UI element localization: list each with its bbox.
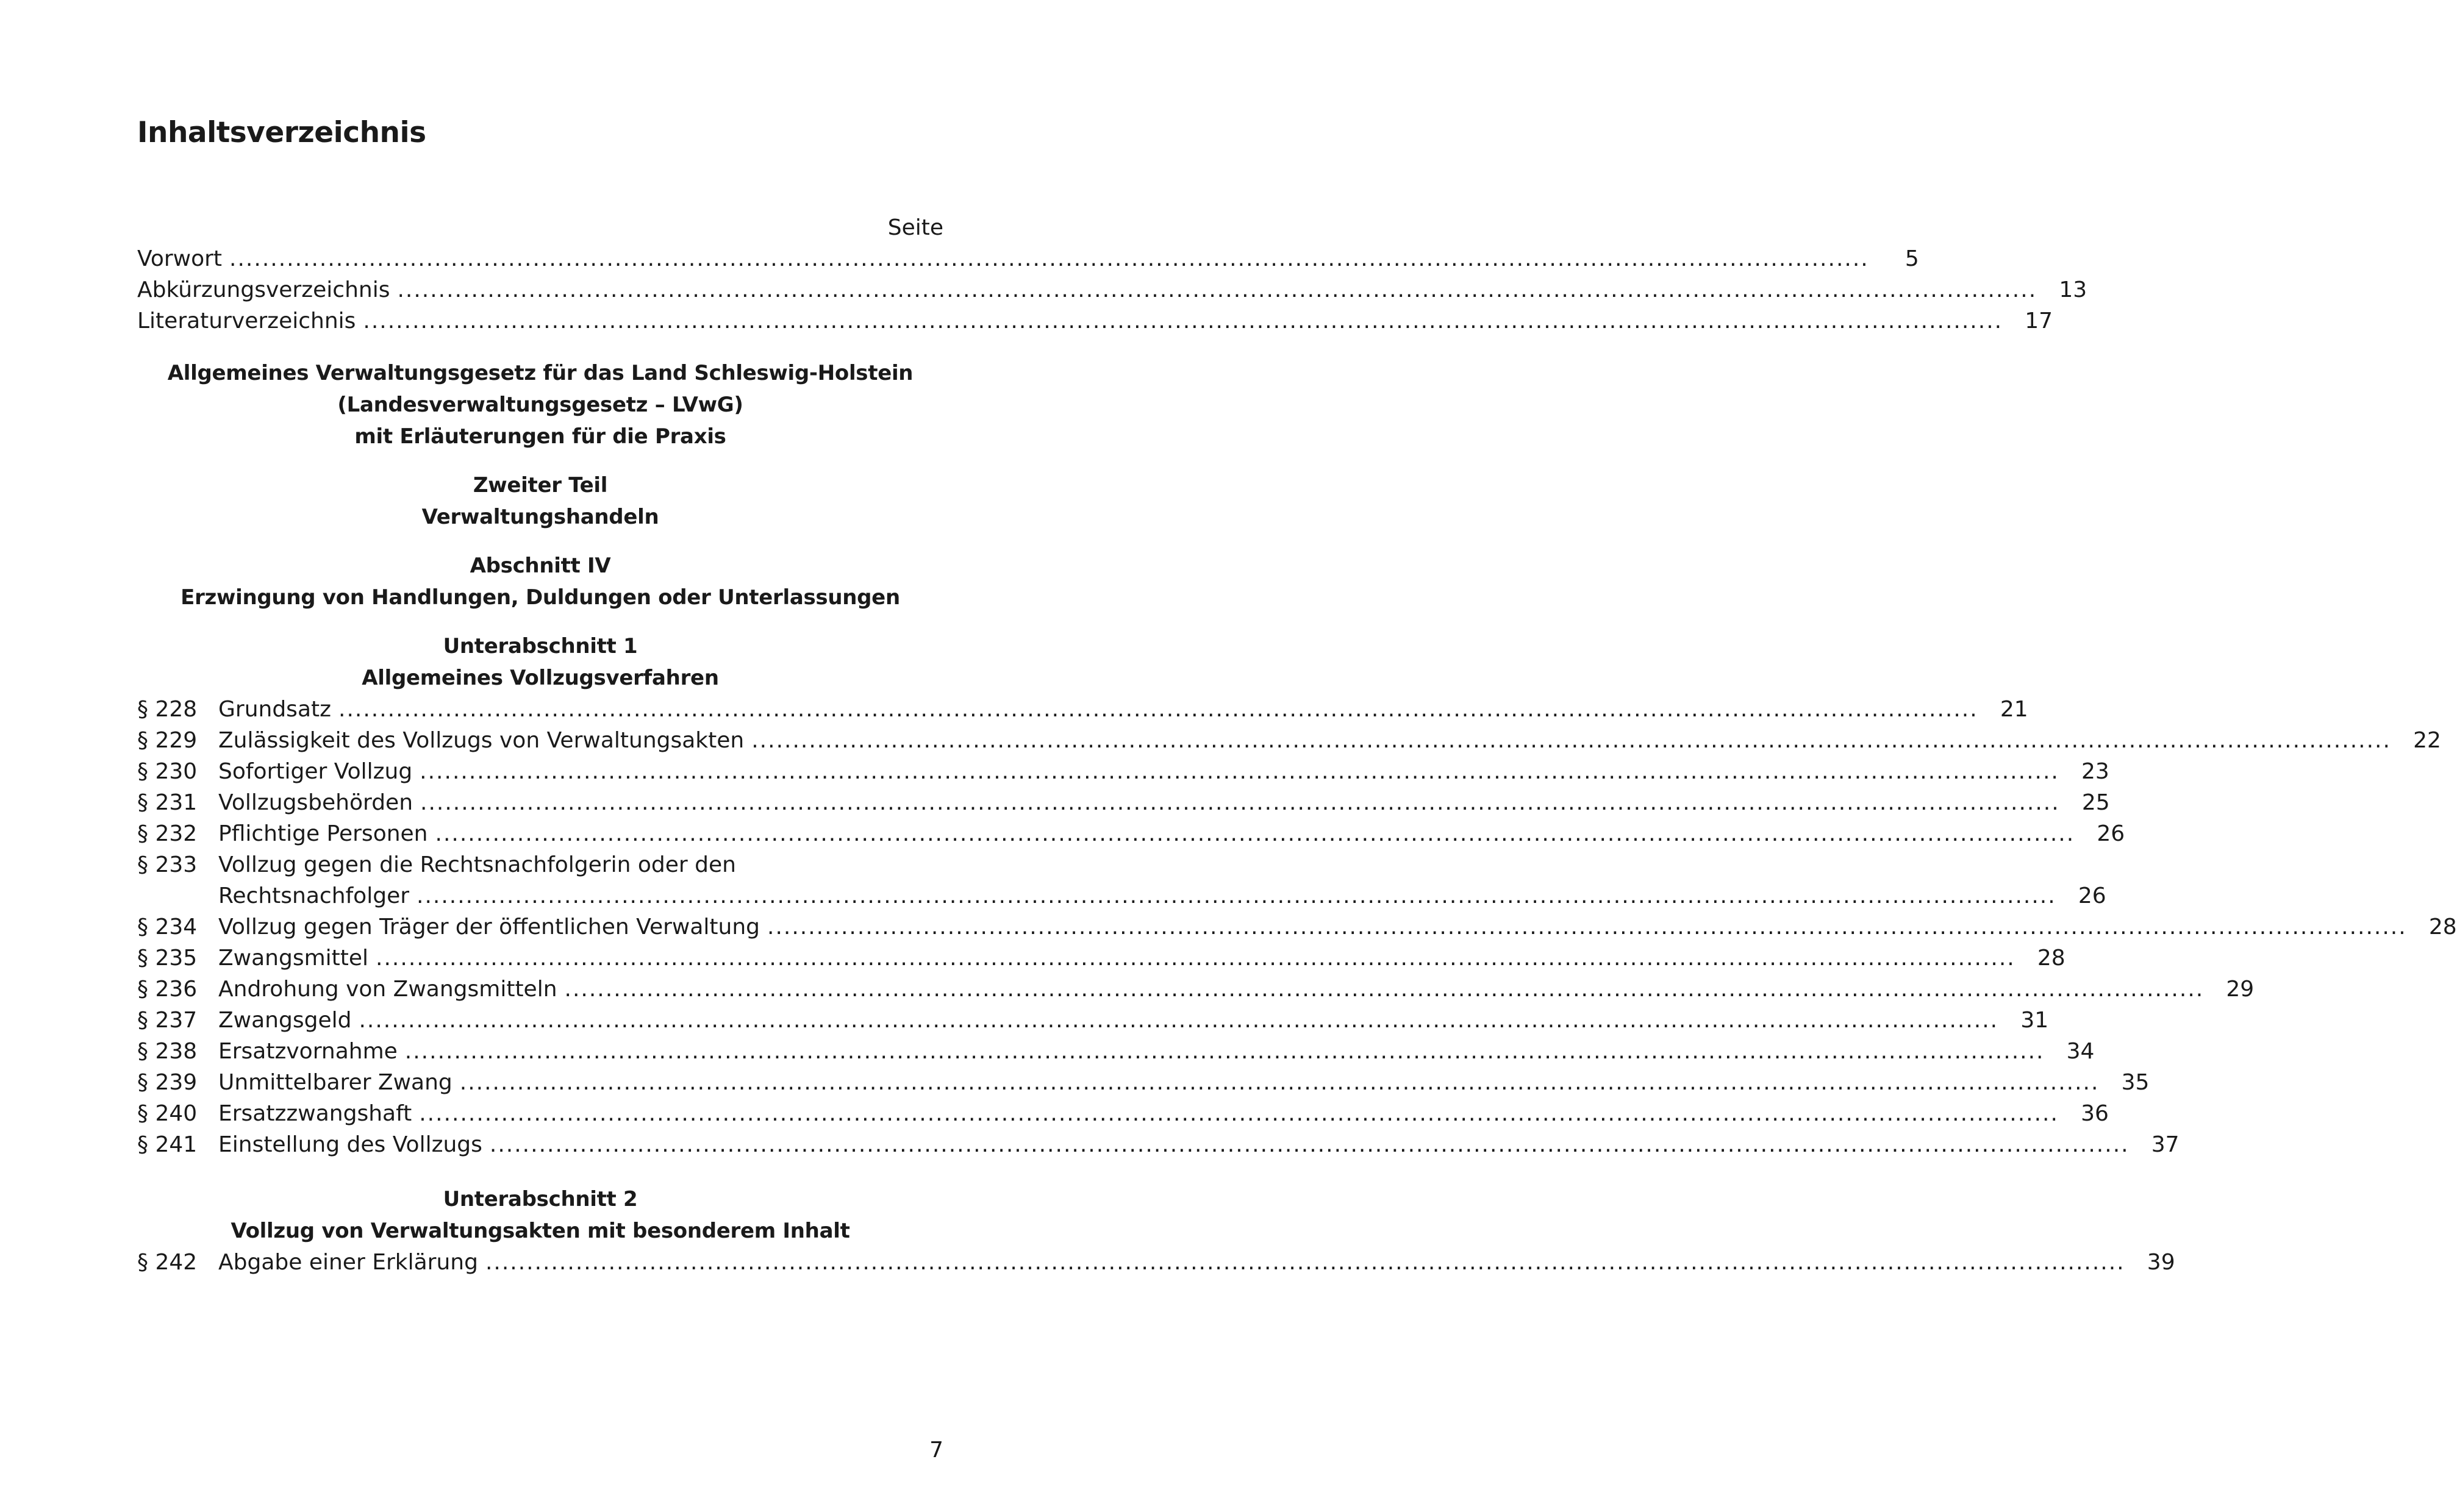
toc-entry-231[interactable] — [137, 787, 2110, 818]
subsection-2-entries — [137, 1247, 2175, 1278]
entry-number: § 236 — [137, 977, 198, 1002]
entry-number: § 242 — [137, 1250, 198, 1275]
leader-dots: ........................................................................................................................................................................................................ — [419, 1101, 2059, 1126]
heading-line: mit Erläuterungen für die Praxis — [354, 424, 726, 449]
entry-page: 5 — [1904, 246, 1919, 271]
leader-dots: ........................................................................................................................................................................................................ — [417, 883, 2056, 908]
leader-dots: ........................................................................................................................................................................................................ — [229, 246, 1869, 271]
entry-label: Sofortiger Vollzug — [218, 759, 413, 784]
subsection-1-entries — [137, 694, 2457, 1160]
entry-label: Literaturverzeichnis — [137, 308, 356, 333]
leader-dots: ........................................................................................................................................................................................................ — [459, 1070, 2100, 1095]
entry-page: 26 — [2097, 821, 2125, 846]
leader-dots: ........................................................................................................................................................................................................ — [420, 790, 2060, 815]
entry-page: 34 — [2066, 1039, 2095, 1064]
heading-line: Abschnitt IV — [470, 554, 611, 578]
leader-dots: ........................................................................................................................................................................................................ — [751, 728, 2391, 753]
entry-page: 25 — [2081, 790, 2110, 815]
subsection-1-heading — [137, 630, 943, 694]
leader-dots: ........................................................................................................................................................................................................ — [338, 697, 1978, 722]
leader-dots: ........................................................................................................................................................................................................ — [564, 977, 2205, 1002]
entry-label: Androhung von Zwangsmitteln — [218, 977, 557, 1002]
toc-entry-234[interactable] — [137, 911, 2457, 943]
entry-number: § 240 — [137, 1101, 198, 1126]
entry-page: 28 — [2428, 915, 2457, 940]
entry-label: Pflichtige Personen — [218, 821, 428, 846]
heading-line: Allgemeines Vollzugsverfahren — [362, 666, 719, 690]
entry-page: 22 — [2413, 728, 2441, 753]
heading-line: Allgemeines Verwaltungsgesetz für das Land Schleswig-Holstein — [167, 361, 914, 385]
entry-number: § 241 — [137, 1132, 198, 1157]
leader-dots: ........................................................................................................................................................................................................ — [376, 946, 2015, 971]
table-of-contents — [137, 212, 2457, 1278]
entry-number: § 233 — [137, 852, 198, 877]
toc-entry-238[interactable] — [137, 1036, 2095, 1067]
entry-label: Einstellung des Vollzugs — [218, 1132, 482, 1157]
entry-label: Abgabe einer Erklärung — [218, 1250, 478, 1275]
seite-column-label: Seite — [887, 215, 943, 240]
entry-page: 21 — [2000, 697, 2028, 722]
leader-dots: ........................................................................................................................................................................................................ — [359, 1008, 1999, 1033]
entry-page: 17 — [2025, 308, 2053, 333]
toc-entry-228[interactable] — [137, 694, 2028, 725]
entry-label: Ersatzvornahme — [218, 1039, 398, 1064]
main-heading — [137, 357, 943, 452]
toc-entry-237[interactable] — [137, 1005, 2049, 1036]
leader-dots: ........................................................................................................................................................................................................ — [420, 759, 2059, 784]
heading-line: Vollzug von Verwaltungsakten mit besonderem Inhalt — [231, 1219, 850, 1243]
section-heading — [137, 550, 943, 613]
entry-page: 36 — [2081, 1101, 2109, 1126]
entry-number: § 228 — [137, 697, 198, 722]
toc-entry-229[interactable] — [137, 725, 2441, 756]
leader-dots: ........................................................................................................................................................................................................ — [435, 821, 2075, 846]
toc-entry-232[interactable] — [137, 818, 2125, 849]
entry-label: Abkürzungsverzeichnis — [137, 277, 390, 302]
toc-entry-literaturverzeichnis[interactable] — [137, 305, 2053, 337]
entry-number: § 234 — [137, 915, 198, 940]
heading-line: Unterabschnitt 1 — [443, 634, 638, 658]
entry-number: § 231 — [137, 790, 198, 815]
leader-dots: ........................................................................................................................................................................................................ — [767, 915, 2407, 940]
toc-entry-239[interactable] — [137, 1067, 2150, 1098]
heading-line: Zweiter Teil — [473, 473, 608, 497]
heading-line: Erzwingung von Handlungen, Duldungen oder Unterlassungen — [181, 585, 900, 610]
toc-entry-240[interactable] — [137, 1098, 2109, 1129]
entry-page: 35 — [2121, 1070, 2150, 1095]
entry-number: § 239 — [137, 1070, 198, 1095]
leader-dots: ........................................................................................................................................................................................................ — [363, 308, 2003, 333]
entry-label: Zulässigkeit des Vollzugs von Verwaltungsakten — [218, 728, 745, 753]
heading-line: (Landesverwaltungsgesetz – LVwG) — [337, 393, 743, 417]
part-heading — [137, 469, 943, 533]
toc-entry-230[interactable] — [137, 756, 2109, 787]
toc-entry-vorwort[interactable] — [137, 243, 1919, 274]
toc-entry-242[interactable] — [137, 1247, 2175, 1278]
entry-label: Zwangsmittel — [218, 946, 369, 971]
entry-page: 26 — [2078, 883, 2106, 908]
toc-entry-235[interactable] — [137, 943, 2065, 974]
entry-label: Vollzug gegen die Rechtsnachfolgerin oder den — [218, 852, 736, 877]
entry-number: § 230 — [137, 759, 198, 784]
heading-line: Unterabschnitt 2 — [443, 1187, 638, 1211]
toc-entry-abkuerzungsverzeichnis[interactable] — [137, 274, 2087, 305]
entry-page: 37 — [2151, 1132, 2180, 1157]
heading-line: Verwaltungshandeln — [421, 505, 659, 529]
entry-page: 39 — [2147, 1250, 2175, 1275]
toc-entry-241[interactable] — [137, 1129, 2180, 1160]
entry-number: § 238 — [137, 1039, 198, 1064]
entry-page: 13 — [2059, 277, 2087, 302]
entry-label: Unmittelbarer Zwang — [218, 1070, 452, 1095]
leader-dots: ........................................................................................................................................................................................................ — [404, 1039, 2045, 1064]
page-title: Inhaltsverzeichnis — [137, 116, 426, 149]
entry-number: § 235 — [137, 946, 198, 971]
entry-page: 29 — [2226, 977, 2255, 1002]
leader-dots: ........................................................................................................................................................................................................ — [397, 277, 2037, 302]
entry-number: § 229 — [137, 728, 198, 753]
leader-dots: ........................................................................................................................................................................................................ — [489, 1132, 2130, 1157]
toc-entry-233[interactable] — [137, 849, 2106, 911]
entry-number: § 232 — [137, 821, 198, 846]
entry-label: Grundsatz — [218, 697, 332, 722]
entry-label: Zwangsgeld — [218, 1008, 352, 1033]
entry-label: Vollzug gegen Träger der öffentlichen Verwaltung — [218, 915, 760, 940]
entry-page: 23 — [2081, 759, 2109, 784]
entry-label: Ersatzzwangshaft — [218, 1101, 412, 1126]
entry-number: § 237 — [137, 1008, 198, 1033]
page-number: 7 — [929, 1438, 943, 1463]
entry-label: Vorwort — [137, 246, 223, 271]
subsection-2-heading — [137, 1183, 943, 1247]
front-matter-list — [137, 243, 2087, 337]
leader-dots: ........................................................................................................................................................................................................ — [485, 1250, 2125, 1275]
toc-entry-236[interactable] — [137, 974, 2255, 1005]
entry-page: 31 — [2020, 1008, 2049, 1033]
entry-label-continuation: Rechtsnachfolger — [218, 883, 410, 908]
entry-label: Vollzugsbehörden — [218, 790, 413, 815]
entry-page: 28 — [2037, 946, 2065, 971]
